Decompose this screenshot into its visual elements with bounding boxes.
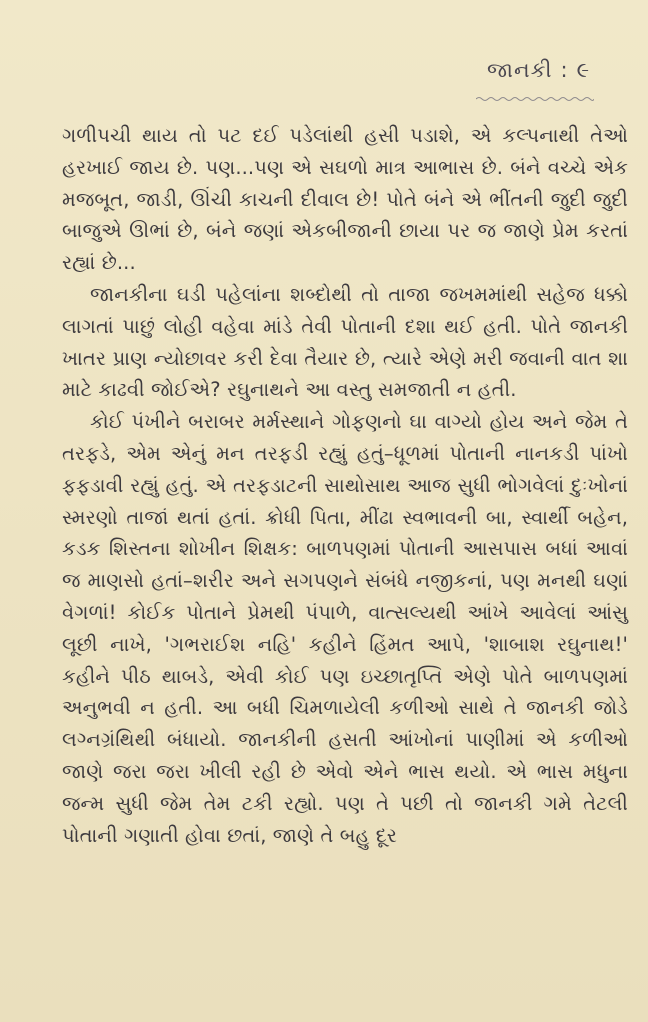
header-title: જાનકી xyxy=(487,58,553,82)
paragraph: કોઈ પંખીને બરાબર મર્મસ્થાને ગોફણનો ઘા વાગ્યો હોય અને જેમ તે તરફડે, એમ એનું મન તરફડી રહ્યું હતું–ધૂળમાં પોતાની નાનકડી પાંખો ફફડાવી રહ્યું હતું. એ તરફડાટની સાથોસાથ આજ સુધી ભોગવેલાં દુઃખોનાં સ્મરણો તાજાં થતાં હતાં. ક્રોધી પિતા, મીંઢા સ્વભાવની બા, સ્વાર્થી બહેન, કડક શિસ્તના શોખીન શિક્ષક: બાળપણમાં પોતાની આસપાસ બધાં આવાં જ માણસો હતાં–શરીર અને સગપણને સંબંધે નજીકનાં, પણ મનથી ઘણાં વેગળાં! કોઈક પોતાને પ્રેમથી પંપાળે, વાત્સલ્યથી આંખે આવેલાં આંસુ લૂછી નાખે, 'ગભરાઈશ નહિ' કહીને હિંમત આપે, 'શાબાશ રઘુનાથ!' કહીને પીઠ થાબડે, એવી કોઈ પણ ઇચ્છાતૃપ્તિ એણે પોતે બાળપણમાં અનુભવી ન હતી. આ બધી ચિમળાયેલી કળીઓ સાથે તે જાનકી જોડે લગ્નગ્રંથિથી બંધાયો. જાનકીની હસતી આંખોનાં પાણીમાં એ કળીઓ જાણે જરા જરા ખીલી રહી છે એવો એને ભાસ થયો. એ ભાસ મધુના જન્મ સુધી જેમ તેમ ટકી રહ્યો. પણ તે પછી તો જાનકી ગમે તેટલી પોતાની ગણાતી હોવા છતાં, જાણે તે બહુ દૂર xyxy=(62,410,628,847)
running-header xyxy=(487,58,590,83)
page-number: ૯ xyxy=(576,58,590,82)
paragraph: ગળીપચી થાય તો પટ દઈ પડેલાંથી હસી પડાશે, એ કલ્પનાથી તેઓ હરખાઈ જાય છે. પણ...પણ એ સઘળો માત્ર આભાસ છે. બંને વચ્ચે એક મજબૂત, જાડી, ઊંચી કાચની દીવાલ છે! પોતે બંને એ ભીંતની જુદી જુદી બાજુએ ઊભાં છે, બંને જણાં એકબીજાની છાયા પર જ જાણે પ્રેમ કરતાં રહ્યાં છે... xyxy=(62,124,628,275)
header-separator: : xyxy=(560,58,569,82)
paragraph: જાનકીના ઘડી પહેલાંના શબ્દોથી તો તાજા જખમમાંથી સહેજ ધક્કો લાગતાં પાછું લોહી વહેવા માંડે તેવી પોતાની દશા થઈ હતી. પોતે જાનકી ખાતર પ્રાણ ન્યોછાવર કરી દેવા તૈયાર છે, ત્યારે એણે મરી જવાની વાત શા માટે કાઢવી જોઈએ? રઘુનાથને આ વસ્તુ સમજાતી ન હતી. xyxy=(62,282,628,402)
decorative-wavy-rule xyxy=(476,96,594,102)
body-text xyxy=(62,120,628,851)
